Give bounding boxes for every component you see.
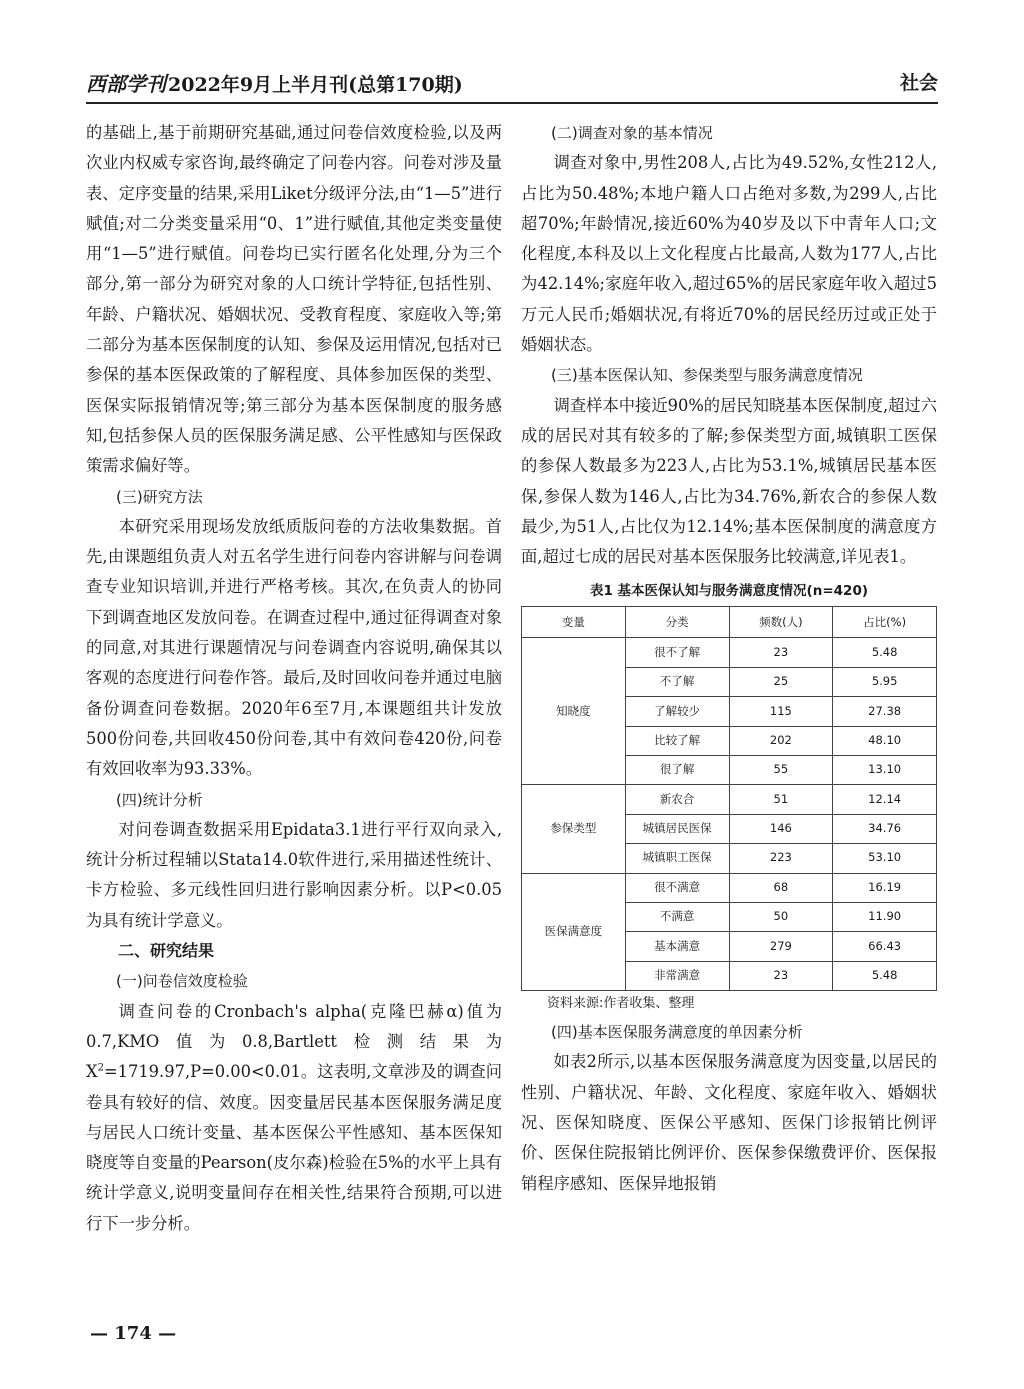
pct-cell: 13.10 <box>833 756 937 785</box>
pct-cell: 5.95 <box>833 667 937 696</box>
category-cell: 基本满意 <box>625 932 729 961</box>
table-1 <box>521 606 937 991</box>
column-header: 变量 <box>522 607 626 638</box>
pct-cell: 5.48 <box>833 638 937 667</box>
page-header <box>86 68 938 104</box>
journal-issue: 2022年9月上半月刊(总第170期) <box>168 74 463 96</box>
freq-cell: 25 <box>729 667 833 696</box>
column-header: 分类 <box>625 607 729 638</box>
pct-cell: 27.38 <box>833 697 937 726</box>
freq-cell: 115 <box>729 697 833 726</box>
category-cell: 非常满意 <box>625 961 729 990</box>
paragraph-text: =1719.97,P=0.00<0.01。这表明,文章涉及的调查问卷具有较好的信、效度。因变量居民基本医保服务满足度与居民人口统计变量、基本医保公平性感知、基本医保知晓度等自变量的Pearson(皮尔森)检验在5%的水平上具有统计学意义,说明变量间存在相关性,结果符合预期,可以进行下一步分析。 <box>86 1062 502 1233</box>
subsection-heading: (四)统计分析 <box>116 790 203 809</box>
left-column <box>86 118 502 1239</box>
right-column <box>521 118 937 1199</box>
pct-cell: 5.48 <box>833 961 937 990</box>
superscript: 2 <box>97 1062 104 1074</box>
paragraph: 的基础上,基于前期研究基础,通过问卷信效度检验,以及两次业内权威专家咨询,最终确定了问卷内容。问卷对涉及量表、定序变量的结果,采用Liket分级评分法,由“1—5”进行赋值;对二分类变量采用“0、1”进行赋值,其他定类变量使用“1—5”进行赋值。问卷均已实行匿名化处理,分为三个部分,第一部分为研究对象的人口统计学特征,包括性别、年龄、户籍状况、婚姻状况、受教育程度、家庭收入等;第二部分为基本医保制度的认知、参保及运用情况,包括对已参保的基本医保政策的了解程度、具体参加医保的类型、医保实际报销情况等;第三部分为基本医保制度的服务感知,包括参保人员的医保服务满足感、公平性感知与医保政策需求偏好等。 <box>86 123 502 476</box>
category-cell: 很了解 <box>625 756 729 785</box>
freq-cell: 202 <box>729 726 833 755</box>
table-body <box>522 638 937 991</box>
subsection-heading: (三)基本医保认知、参保类型与服务满意度情况 <box>551 366 863 385</box>
category-cell: 比较了解 <box>625 726 729 755</box>
paragraph: 调查样本中接近90%的居民知晓基本医保制度,超过六成的居民对其有较多的了解;参保类型方面,城镇职工医保的参保人数最多为223人,占比为53.1%,城镇居民基本医保,参保人数为146人,占比为34.76%,新农合的参保人数最少,为51人,占比仅为12.14%;基本医保制度的满意度方面,超过七成的居民对基本医保服务比较满意,详见表1。 <box>521 395 937 567</box>
section-heading: 二、研究结果 <box>118 941 215 961</box>
category-cell: 很不满意 <box>625 873 729 902</box>
pct-cell: 12.14 <box>833 785 937 814</box>
column-header: 频数(人) <box>729 607 833 638</box>
freq-cell: 55 <box>729 756 833 785</box>
column-header: 占比(%) <box>833 607 937 638</box>
journal-logo: 西部学刊 <box>86 72 166 96</box>
journal-title <box>86 68 463 97</box>
section-label: 社会 <box>899 72 938 94</box>
freq-cell: 23 <box>729 961 833 990</box>
pct-cell: 11.90 <box>833 902 937 931</box>
paragraph-text: 调查问卷的Cronbach's alpha(克隆巴赫α)值为0.7,KMO值为0.8,Bartlett检测结果为X <box>86 1001 502 1082</box>
table-row <box>522 638 937 667</box>
category-cell: 新农合 <box>625 785 729 814</box>
freq-cell: 279 <box>729 932 833 961</box>
category-cell: 不满意 <box>625 902 729 931</box>
subsection-heading: (一)问卷信效度检验 <box>116 972 248 991</box>
paragraph: 对问卷调查数据采用Epidata3.1进行平行双向录入,统计分析过程辅以Stata14.0软件进行,采用描述性统计、卡方检验、多元线性回归进行影响因素分析。以P<0.05为具有统计学意义。 <box>86 819 502 930</box>
freq-cell: 23 <box>729 638 833 667</box>
freq-cell: 223 <box>729 844 833 873</box>
pct-cell: 34.76 <box>833 814 937 843</box>
pct-cell: 66.43 <box>833 932 937 961</box>
variable-cell: 知晓度 <box>522 638 626 785</box>
freq-cell: 51 <box>729 785 833 814</box>
paragraph <box>86 997 502 1239</box>
table-row <box>522 785 937 814</box>
pct-cell: 53.10 <box>833 844 937 873</box>
category-cell: 不了解 <box>625 667 729 696</box>
paragraph: 如表2所示,以基本医保服务满意度为因变量,以居民的性别、户籍状况、年龄、文化程度、家庭年收入、婚姻状况、医保知晓度、医保公平感知、医保门诊报销比例评价、医保住院报销比例评价、医保参保缴费评价、医保报销程序感知、医保异地报销 <box>521 1052 937 1193</box>
category-cell: 了解较少 <box>625 697 729 726</box>
table-caption: 表1 基本医保认知与服务满意度情况(n=420) <box>589 583 869 600</box>
category-cell: 城镇居民医保 <box>625 814 729 843</box>
subsection-heading: (二)调查对象的基本情况 <box>551 124 713 142</box>
pct-cell: 16.19 <box>833 873 937 902</box>
variable-cell: 医保满意度 <box>522 873 626 991</box>
freq-cell: 68 <box>729 873 833 902</box>
freq-cell: 146 <box>729 814 833 843</box>
subsection-heading: (三)研究方法 <box>116 487 203 506</box>
paragraph: 调查对象中,男性208人,占比为49.52%,女性212人,占比为50.48%;本地户籍人口占绝对多数,为299人,占比超70%;年龄情况,接近60%为40岁及以下中青年人口;文化程度,本科及以上文化程度占比最高,人数为177人,占比为42.14%;家庭年收入,超过65%的居民家庭年收入超过5万元人民币;婚姻状况,有将近70%的居民经历过或正处于婚姻状态。 <box>521 153 937 355</box>
category-cell: 城镇职工医保 <box>625 844 729 873</box>
page-number: — 174 — <box>90 1323 177 1344</box>
subsection-heading: (四)基本医保服务满意度的单因素分析 <box>551 1023 803 1042</box>
variable-cell: 参保类型 <box>522 785 626 873</box>
pct-cell: 48.10 <box>833 726 937 755</box>
category-cell: 很不了解 <box>625 638 729 667</box>
table-source-note: 资料来源:作者收集、整理 <box>547 996 695 1012</box>
freq-cell: 50 <box>729 902 833 931</box>
table-header-row <box>522 607 937 638</box>
table-row <box>522 873 937 902</box>
paragraph: 本研究采用现场发放纸质版问卷的方法收集数据。首先,由课题组负责人对五名学生进行问卷内容讲解与问卷调查专业知识培训,并进行严格考核。其次,在负责人的协同下到调查地区发放问卷。在调查过程中,通过征得调查对象的同意,对其进行课题情况与问卷调查内容说明,确保其以客观的态度进行问卷作答。最后,及时回收问卷并通过电脑备份调查问卷数据。2020年6至7月,本课题组共计发放500份问卷,共回收450份问卷,其中有效问卷420份,问卷有效回收率为93.33%。 <box>86 516 502 779</box>
